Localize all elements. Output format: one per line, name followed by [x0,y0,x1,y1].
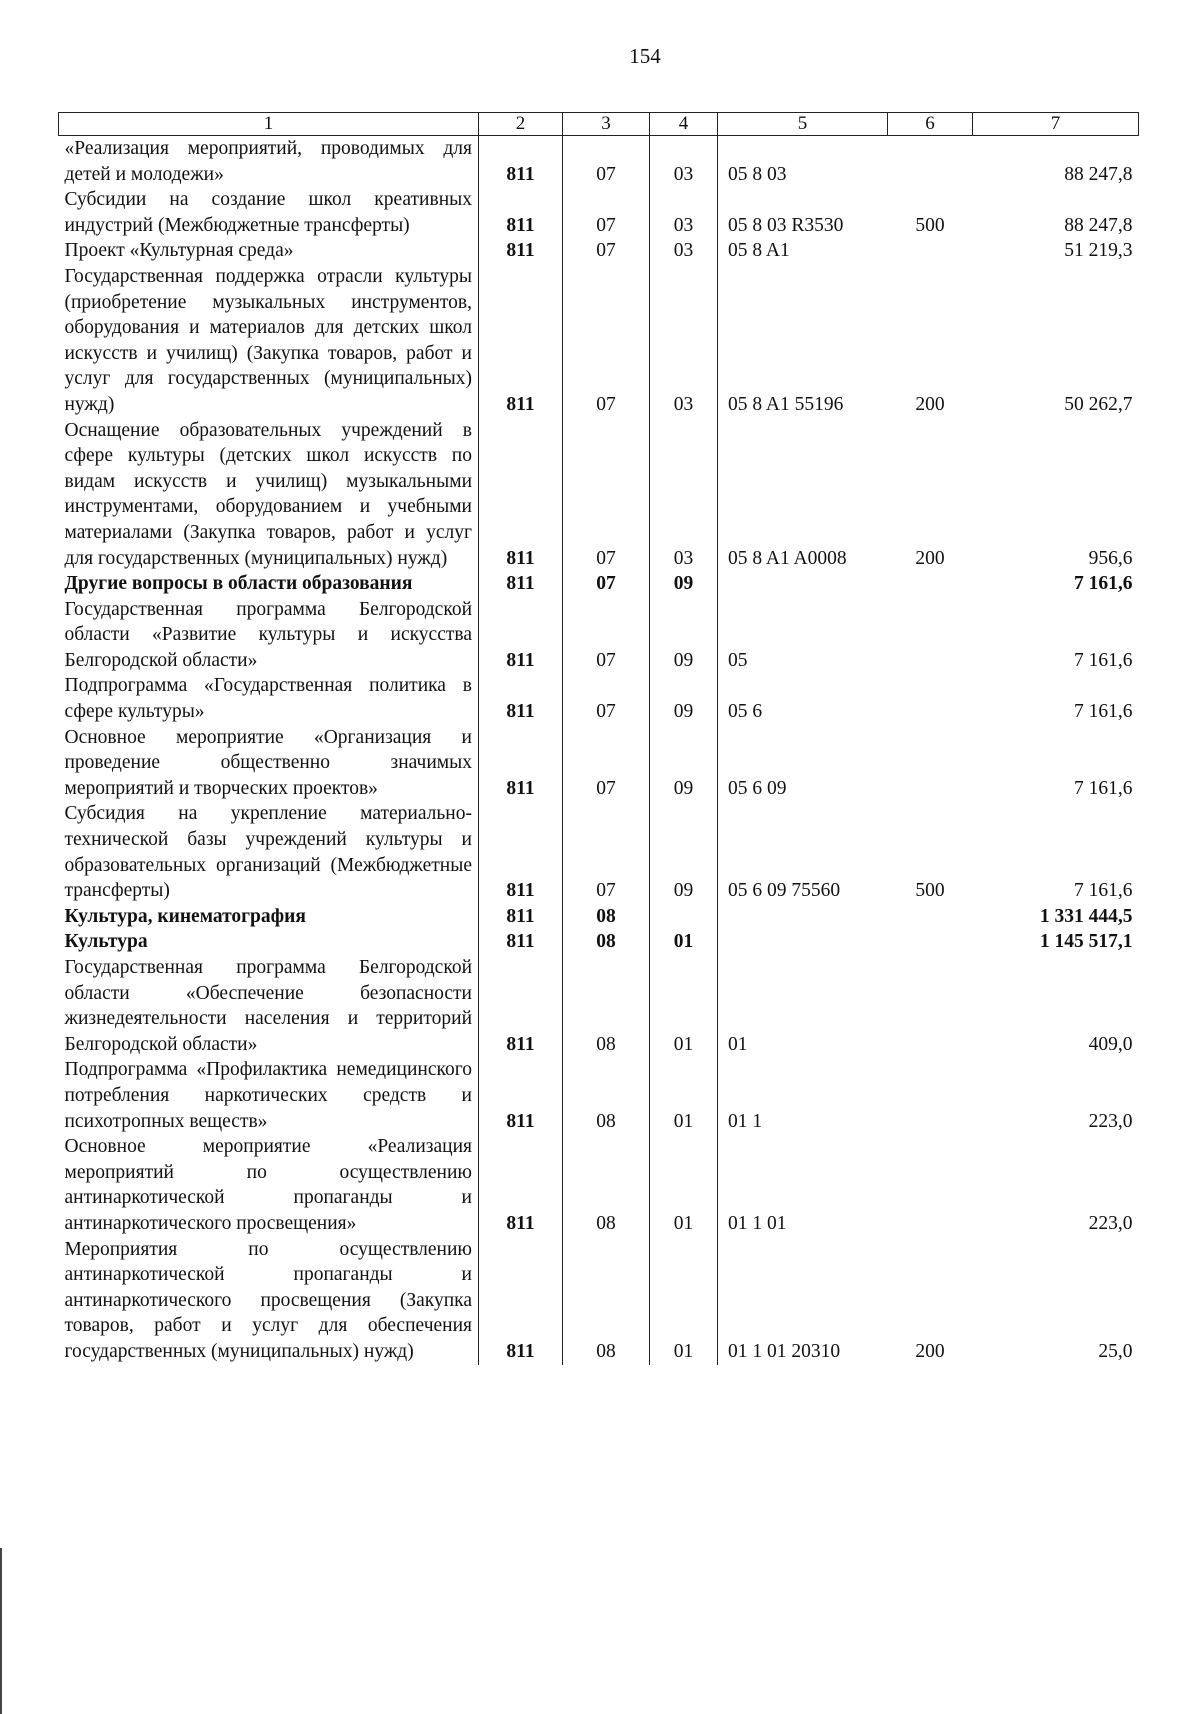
row-name: «Реализация мероприятий, проводимых для детей и молодежи» [64,138,472,185]
row-subsection: 09 [650,725,718,802]
table-row [59,801,1139,903]
row-name: Другие вопросы в области образования [64,573,413,595]
row-sum: 1 145 517,1 [1039,931,1133,953]
row-name: Субсидия на укрепление материально-технической базы учреждений культуры и образовательных организаций (Межбюджетные трансферты) [64,803,472,902]
budget-table [58,112,1139,1365]
row-target-article: 05 6 09 75560 [718,801,888,903]
header-col-2: 2 [479,113,563,136]
table-row [59,1237,1139,1365]
row-expense-type [888,136,973,188]
row-grbs: 811 [479,571,563,597]
row-section: 08 [563,929,650,955]
table-row [59,264,1139,418]
row-grbs: 811 [479,1057,563,1134]
row-sum: 1 331 444,5 [1039,905,1133,927]
row-sum: 7 161,6 [1074,880,1133,902]
row-sum: 50 262,7 [1064,393,1133,415]
row-section: 08 [563,1237,650,1365]
row-subsection: 01 [650,1237,718,1365]
row-target-article: 05 8 03 [718,136,888,188]
row-section: 08 [563,904,650,930]
row-target-article: 05 6 [718,673,888,724]
table-row [59,904,1139,930]
row-grbs: 811 [479,238,563,264]
row-name: Основное мероприятие «Организация и проведение общественно значимых мероприятий и творческих проектов» [64,726,472,799]
table-body [59,136,1139,1365]
row-expense-type: 200 [915,547,945,569]
row-subsection: 01 [650,955,718,1057]
row-target-article: 01 1 01 20310 [718,1237,888,1365]
row-name: Мероприятия по осуществлению антинаркотической пропаганды и антинаркотического просвещения (Закупка товаров, работ и услуг для обеспечения государственных (муниципальных) нужд) [64,1238,472,1362]
row-target-article [718,929,888,955]
row-section: 07 [563,238,650,264]
table-row [59,238,1139,264]
row-target-article: 01 1 01 [718,1134,888,1236]
row-sum: 7 161,6 [1074,573,1133,595]
row-target-article [718,571,888,597]
row-target-article: 05 [718,597,888,674]
header-col-5: 5 [718,113,888,136]
row-grbs: 811 [479,187,563,238]
row-subsection: 01 [650,1134,718,1236]
row-expense-type [888,673,973,724]
row-name: Основное мероприятие «Реализация мероприятий по осуществлению антинаркотической пропаганды и антинаркотического просвещения» [64,1136,472,1234]
row-subsection: 09 [650,597,718,674]
row-sum: 88 247,8 [1064,214,1133,236]
row-grbs: 811 [479,264,563,418]
row-section: 07 [563,187,650,238]
row-grbs: 811 [479,725,563,802]
row-section: 07 [563,673,650,724]
table-row [59,136,1139,188]
row-name: Государственная поддержка отрасли культуры (приобретение музыкальных инструментов, оборудования и материалов для детских школ искусств и училищ) (Закупка товаров, работ и услуг для государственных (муниципальных) нужд) [64,265,472,415]
row-expense-type: 500 [915,214,945,236]
row-target-article: 05 6 09 [718,725,888,802]
table-row [59,187,1139,238]
row-section: 08 [563,1057,650,1134]
header-col-4: 4 [650,113,718,136]
row-grbs: 811 [479,673,563,724]
row-target-article: 05 8 03 R3530 [718,187,888,238]
row-section: 07 [563,136,650,188]
row-sum: 88 247,8 [1064,163,1133,185]
row-expense-type [888,1057,973,1134]
row-section: 07 [563,264,650,418]
row-grbs: 811 [479,597,563,674]
row-target-article: 01 [718,955,888,1057]
row-expense-type [888,955,973,1057]
table-row [59,1134,1139,1236]
row-grbs: 811 [479,801,563,903]
row-grbs: 811 [479,904,563,930]
row-section: 07 [563,801,650,903]
row-subsection [650,904,718,930]
row-name: Государственная программа Белгородской области «Развитие культуры и искусства Белгородской области» [64,598,472,671]
row-sum: 51 219,3 [1064,240,1133,262]
row-subsection: 03 [650,264,718,418]
row-subsection: 09 [650,801,718,903]
row-subsection: 01 [650,929,718,955]
row-sum: 409,0 [1088,1033,1133,1055]
row-sum: 956,6 [1088,547,1133,569]
table-row [59,929,1139,955]
header-col-6: 6 [888,113,973,136]
table-row [59,597,1139,674]
row-grbs: 811 [479,418,563,572]
table-row [59,1057,1139,1134]
row-expense-type [888,1134,973,1236]
row-target-article: 01 1 [718,1057,888,1134]
row-grbs: 811 [479,929,563,955]
row-target-article: 05 8 A1 55196 [718,264,888,418]
row-subsection: 01 [650,1057,718,1134]
header-row [59,113,1139,136]
row-sum: 7 161,6 [1074,649,1133,671]
row-subsection: 03 [650,136,718,188]
table-row [59,571,1139,597]
row-target-article: 05 8 A1 A0008 [718,418,888,572]
row-name: Подпрограмма «Государственная политика в сфере культуры» [64,675,472,723]
row-sum: 7 161,6 [1074,701,1133,723]
row-subsection: 09 [650,571,718,597]
row-expense-type: 500 [915,880,945,902]
header-col-3: 3 [563,113,650,136]
page-number: 154 [629,44,661,68]
row-sum: 25,0 [1098,1340,1133,1362]
scan-edge-line [0,1548,2,1714]
row-target-article [718,904,888,930]
row-sum: 223,0 [1088,1212,1133,1234]
row-section: 08 [563,1134,650,1236]
header-col-1: 1 [59,113,479,136]
row-expense-type [888,238,973,264]
row-name: Оснащение образовательных учреждений в сфере культуры (детских школ искусств по видам искусств и училищ) музыкальными инструментами, оборудованием и учебными материалами (Закупка товаров, работ и услуг для государственных (муниципальных) нужд) [64,419,472,569]
row-sum: 7 161,6 [1074,777,1133,799]
row-section: 07 [563,571,650,597]
row-expense-type [888,904,973,930]
row-expense-type: 200 [915,393,945,415]
row-expense-type [888,725,973,802]
row-section: 07 [563,597,650,674]
row-target-article: 05 8 A1 [718,238,888,264]
table-header [59,113,1139,136]
row-section: 07 [563,418,650,572]
row-name: Культура [64,931,148,953]
table-row [59,418,1139,572]
table-row [59,725,1139,802]
table-row [59,673,1139,724]
row-name: Субсидии на создание школ креативных индустрий (Межбюджетные трансферты) [64,189,472,236]
row-name: Проект «Культурная среда» [64,240,294,262]
row-grbs: 811 [479,136,563,188]
row-name: Подпрограмма «Профилактика немедицинского потребления наркотических средств и психотропных веществ» [64,1059,472,1132]
row-expense-type [888,597,973,674]
row-grbs: 811 [479,955,563,1057]
row-name: Государственная программа Белгородской области «Обеспечение безопасности жизнедеятельности населения и территорий Белгородской области» [64,957,472,1055]
row-subsection: 03 [650,238,718,264]
row-subsection: 03 [650,187,718,238]
row-section: 08 [563,955,650,1057]
table-row [59,955,1139,1057]
row-grbs: 811 [479,1134,563,1236]
row-section: 07 [563,725,650,802]
row-expense-type [888,929,973,955]
row-expense-type: 200 [915,1340,945,1362]
row-grbs: 811 [479,1237,563,1365]
row-name: Культура, кинематография [64,905,306,927]
row-sum: 223,0 [1088,1110,1133,1132]
row-subsection: 09 [650,673,718,724]
row-subsection: 03 [650,418,718,572]
row-expense-type [888,571,973,597]
header-col-7: 7 [973,113,1139,136]
